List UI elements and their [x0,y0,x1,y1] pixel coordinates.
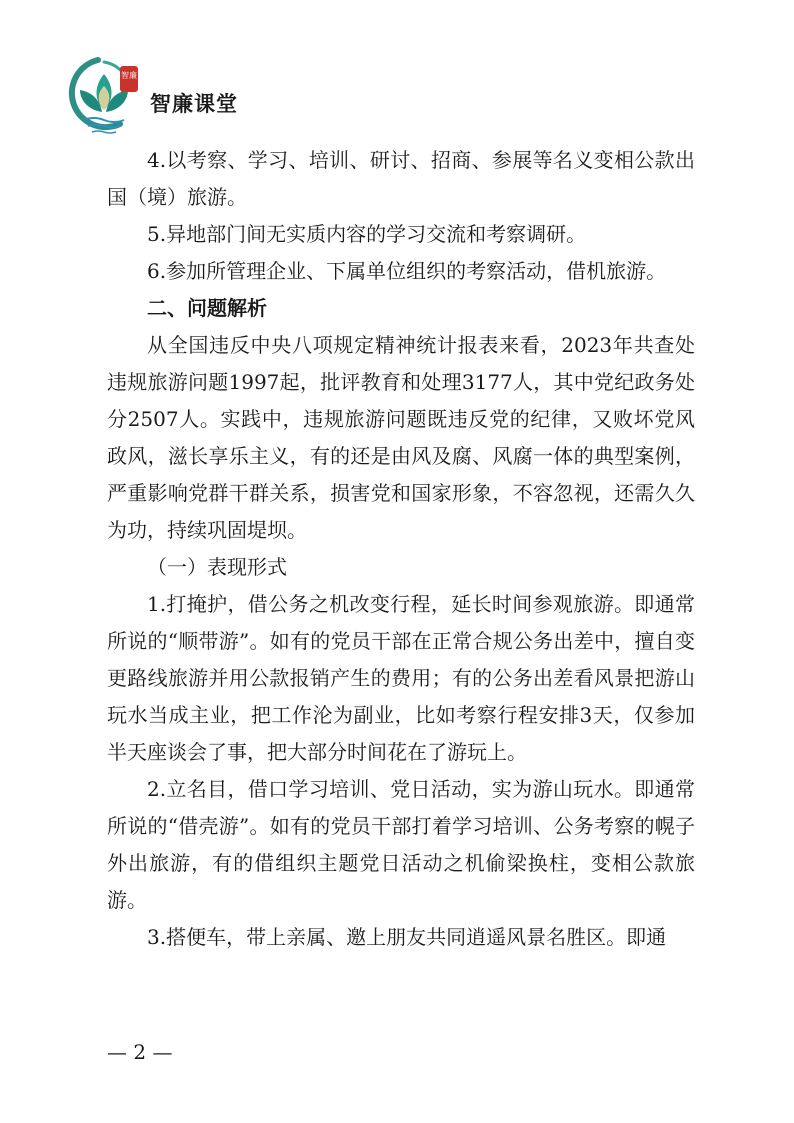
lotus-icon [58,52,150,142]
paragraph-item-4: 4.以考察、学习、培训、研讨、招商、参展等名义变相公款出国（境）旅游。 [107,148,695,209]
form-item-3: 3.搭便车，带上亲属、邀上朋友共同逍遥风景名胜区。即通 [147,925,667,949]
zhilian-logo [58,52,258,142]
document-body [107,142,695,956]
form-item-2: 2.立名目，借口学习培训、党日活动，实为游山玩水。即通常所说的“借壳游”。如有的党员干部打着学习培训、公务考察的幌子外出旅游，有的借组织主题党日活动之机偷梁换柱，变相公款旅游。 [107,777,695,912]
svg-text:智廉: 智廉 [121,71,137,80]
logo-title: 智廉课堂 [150,92,238,116]
section-heading: 二、问题解析 [147,296,267,320]
page-number: — 2 — [107,1040,173,1064]
paragraph-item-6: 6.参加所管理企业、下属单位组织的考察活动，借机旅游。 [147,259,667,283]
analysis-paragraph: 从全国违反中央八项规定精神统计报表来看，2023年共查处违规旅游问题1997起，批评教育和处理3177人，其中党纪政务处分2507人。实践中，违规旅游问题既违反党的纪律，又败坏党风政风，滋长享乐主义，有的还是由风及腐、风腐一体的典型案例，严重影响党群干群关系，损害党和国家形象，不容忽视，还需久久为功，持续巩固堤坝。 [107,333,695,542]
paragraph-item-5: 5.异地部门间无实质内容的学习交流和考察调研。 [147,222,587,246]
form-item-1: 1.打掩护，借公务之机改变行程，延长时间参观旅游。即通常所说的“顺带游”。如有的党员干部在正常合规公务出差中，擅自变更路线旅游并用公款报销产生的费用；有的公务出差看风景把游山玩水当成主业，把工作沦为副业，比如考察行程安排3天，仅参加半天座谈会了事，把大部分时间花在了游玩上。 [107,592,695,764]
subsection-heading: （一）表现形式 [147,555,287,579]
